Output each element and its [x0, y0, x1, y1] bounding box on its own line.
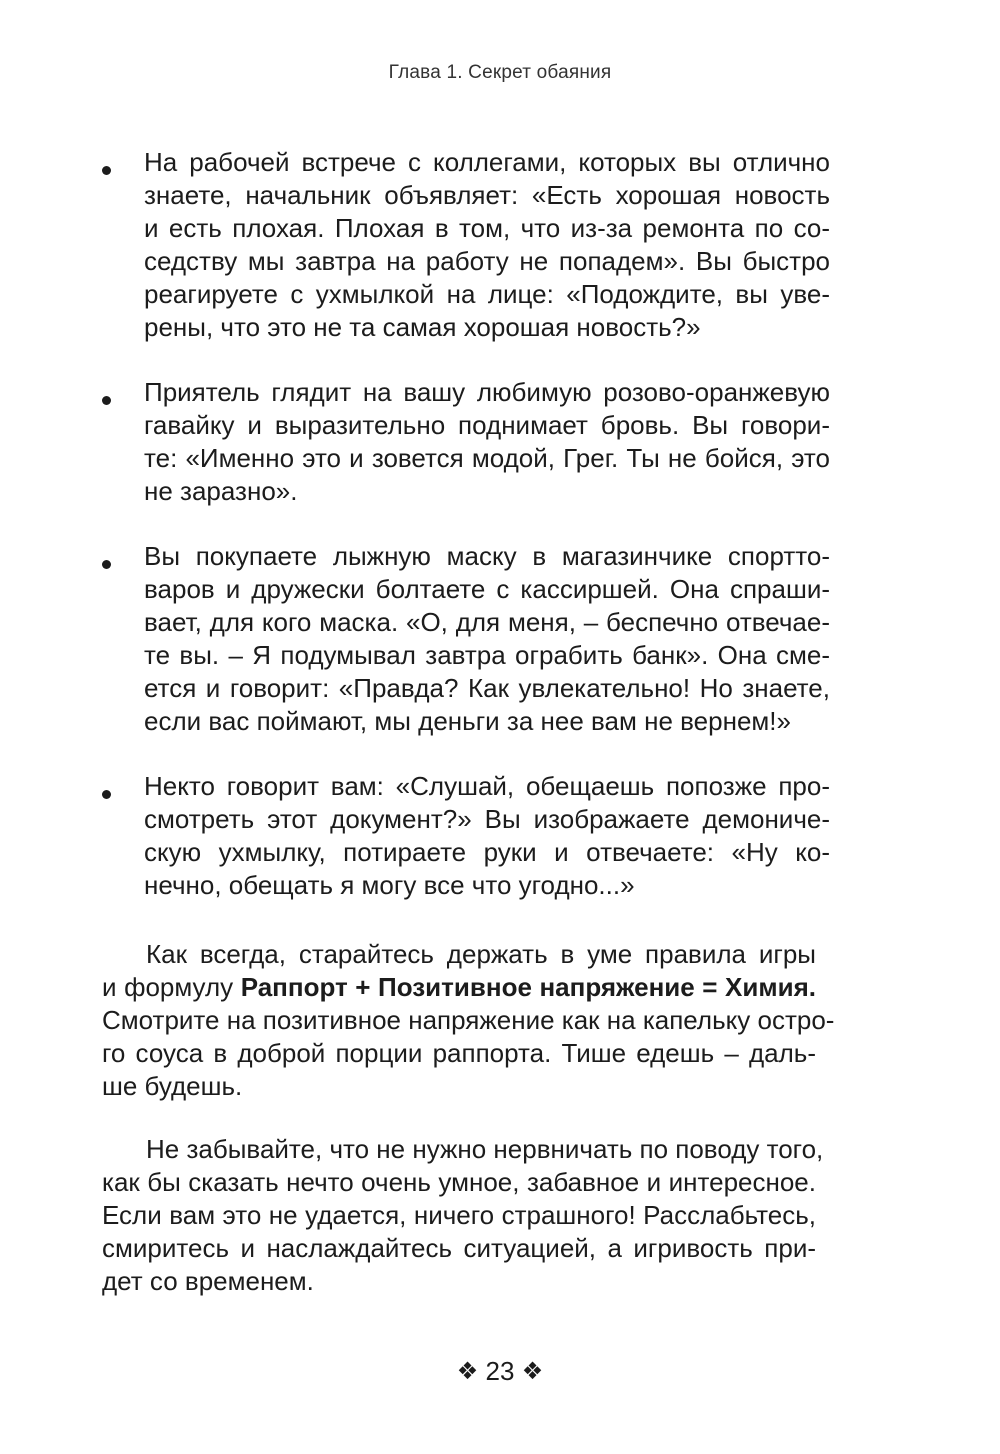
diamond-ornament-icon: ❖ — [456, 1358, 479, 1385]
text-line: седству мы завтра на работу не попадем». Вы быстро — [144, 246, 830, 276]
text-line: На рабочей встрече с коллегами, которых вы отлично — [144, 147, 830, 177]
bullet-icon — [102, 560, 111, 569]
text-line: Некто говорит вам: «Слушай, обещаешь попозже про- — [144, 771, 830, 801]
bullet-item — [100, 540, 830, 738]
text-line: Вы покупаете лыжную маску в магазинчике спортто- — [144, 541, 830, 571]
bullet-item — [100, 146, 830, 344]
text-line: Как всегда, старайтесь держать в уме правила игры — [146, 939, 816, 969]
text-line: вает, для кого маска. «О, для меня, – беспечно отвечае- — [144, 607, 830, 637]
text-line: смиритесь и наслаждайтесь ситуацией, а игривость при- — [102, 1233, 816, 1263]
text-line: нечно, обещать я могу все что угодно...» — [144, 870, 635, 900]
text-line: скую ухмылку, потираете руки и отвечаете: «Ну ко- — [144, 837, 830, 867]
bullet-icon — [102, 790, 111, 799]
text-line: те: «Именно это и зовется модой, Грег. Ты не бойся, это — [144, 443, 830, 473]
paragraph-formula — [102, 938, 835, 1103]
running-head: Глава 1. Секрет обаяния — [388, 62, 612, 83]
bullet-icon — [102, 396, 111, 405]
text-line: как бы сказать нечто очень умное, забавное и интересное. — [102, 1167, 816, 1197]
text-line: Приятель глядит на вашу любимую розово-оранжевую — [144, 377, 830, 407]
text-line: Смотрите на позитивное напряжение как на капельку остро- — [102, 1005, 835, 1035]
text-line: гавайку и выразительно поднимает бровь. Вы говори- — [144, 410, 830, 440]
text-line: смотреть этот документ?» Вы изображаете демониче- — [144, 804, 830, 834]
text-line: не заразно». — [144, 476, 298, 506]
text-line: варов и дружески болтаете с кассиршей. Она спраши- — [144, 574, 830, 604]
text-line: рены, что это не та самая хорошая новость?» — [144, 312, 701, 342]
diamond-ornament-icon: ❖ — [521, 1358, 544, 1385]
example-bullet-list — [100, 146, 830, 934]
text-line: знаете, начальник объявляет: «Есть хорошая новость — [144, 180, 830, 210]
bullet-item — [100, 770, 830, 902]
text-line: Если вам это не удается, ничего страшного! Расслабьтесь, — [102, 1200, 816, 1230]
text-line: если вас поймают, мы деньги за нее вам не вернем!» — [144, 706, 791, 736]
text-line: го соуса в доброй порции раппорта. Тише едешь – даль- — [102, 1038, 816, 1068]
text-line: Не забывайте, что не нужно нервничать по поводу того, — [146, 1134, 824, 1164]
text-line — [102, 971, 816, 1004]
page-number-footer — [0, 1356, 1000, 1387]
text-fragment: и формулу — [102, 972, 241, 1002]
paragraph-closing — [102, 1133, 824, 1298]
text-line: реагируете с ухмылкой на лице: «Подождите, вы уве- — [144, 279, 830, 309]
text-line: и есть плохая. Плохая в том, что из-за ремонта по со- — [144, 213, 830, 243]
text-line: дет со временем. — [102, 1266, 314, 1296]
bullet-item — [100, 376, 830, 508]
text-line: те вы. – Я подумывал завтра ограбить банк». Она сме- — [144, 640, 830, 670]
text-line: ется и говорит: «Правда? Как увлекательно! Но знаете, — [144, 673, 830, 703]
formula-emphasis: Раппорт + Позитивное напряжение = Химия. — [240, 972, 816, 1002]
page-number: 23 — [485, 1356, 515, 1386]
bullet-icon — [102, 166, 111, 175]
text-line: ше будешь. — [102, 1071, 243, 1101]
